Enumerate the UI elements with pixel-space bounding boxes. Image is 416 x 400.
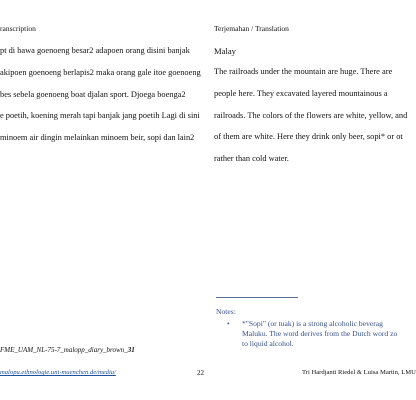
transcription-line: pt di bawa goenoeng besar2 adapoen orang disini banjak (0, 46, 190, 55)
translation-line: railroads. The colors of the flowers are white, yellow, and (214, 110, 408, 120)
header-left-title: ranscription (0, 24, 36, 33)
transcription-line: bes sebela goenoeng boat djalan sport. Djoega boenga2 (0, 89, 186, 99)
note-line: to liquid alcohol. (242, 339, 294, 348)
note-line: Maluku. The word derives from the Dutch word zo (242, 329, 398, 338)
translation-column (214, 44, 408, 170)
notes-section (216, 306, 400, 349)
transcription-line: minoem air dingin melainkan minoem beir, sopi dan lain2 (0, 133, 195, 143)
note-line: *"Sopi" (or tuak) is a strong alcoholic beverag (242, 319, 383, 328)
author-credit: Tri Hardjanti Riedel & Luisa Martin, LMU (302, 369, 416, 376)
transcription-line: e poetih, koening merah tapi banjak jang poetih Lagi di sini (0, 111, 200, 121)
document-id (0, 346, 135, 354)
translation-line: of them are white. Here they drink only beer, sopi* or ot (214, 132, 403, 142)
document-id-prefix: FME_UAM_NL-75-7_malopp_diary_brown_ (0, 346, 128, 354)
translation-line: The railroads under the mountain are huge. There are (214, 67, 393, 76)
transcription-column (0, 40, 201, 149)
notes-divider (216, 297, 298, 298)
transcription-line: akipoen goenoeng berlapis2 maka orang gale itoe goenoeng (0, 67, 201, 77)
bullet-icon: • (227, 319, 230, 328)
header-right-title: Terjemahan / Translation (214, 24, 289, 33)
notes-title: Notes: (216, 307, 236, 316)
source-link[interactable]: malopu.ethnologie.uni-muenchen.de/media/ (0, 369, 116, 376)
page-number: 22 (197, 369, 204, 377)
document-id-number: 31 (127, 346, 135, 354)
translation-line: rather than cold water. (214, 154, 289, 164)
translation-line: people here. They excavated layered mountainous a (214, 88, 388, 98)
note-item (216, 319, 400, 349)
language-label: Malay (214, 46, 236, 56)
